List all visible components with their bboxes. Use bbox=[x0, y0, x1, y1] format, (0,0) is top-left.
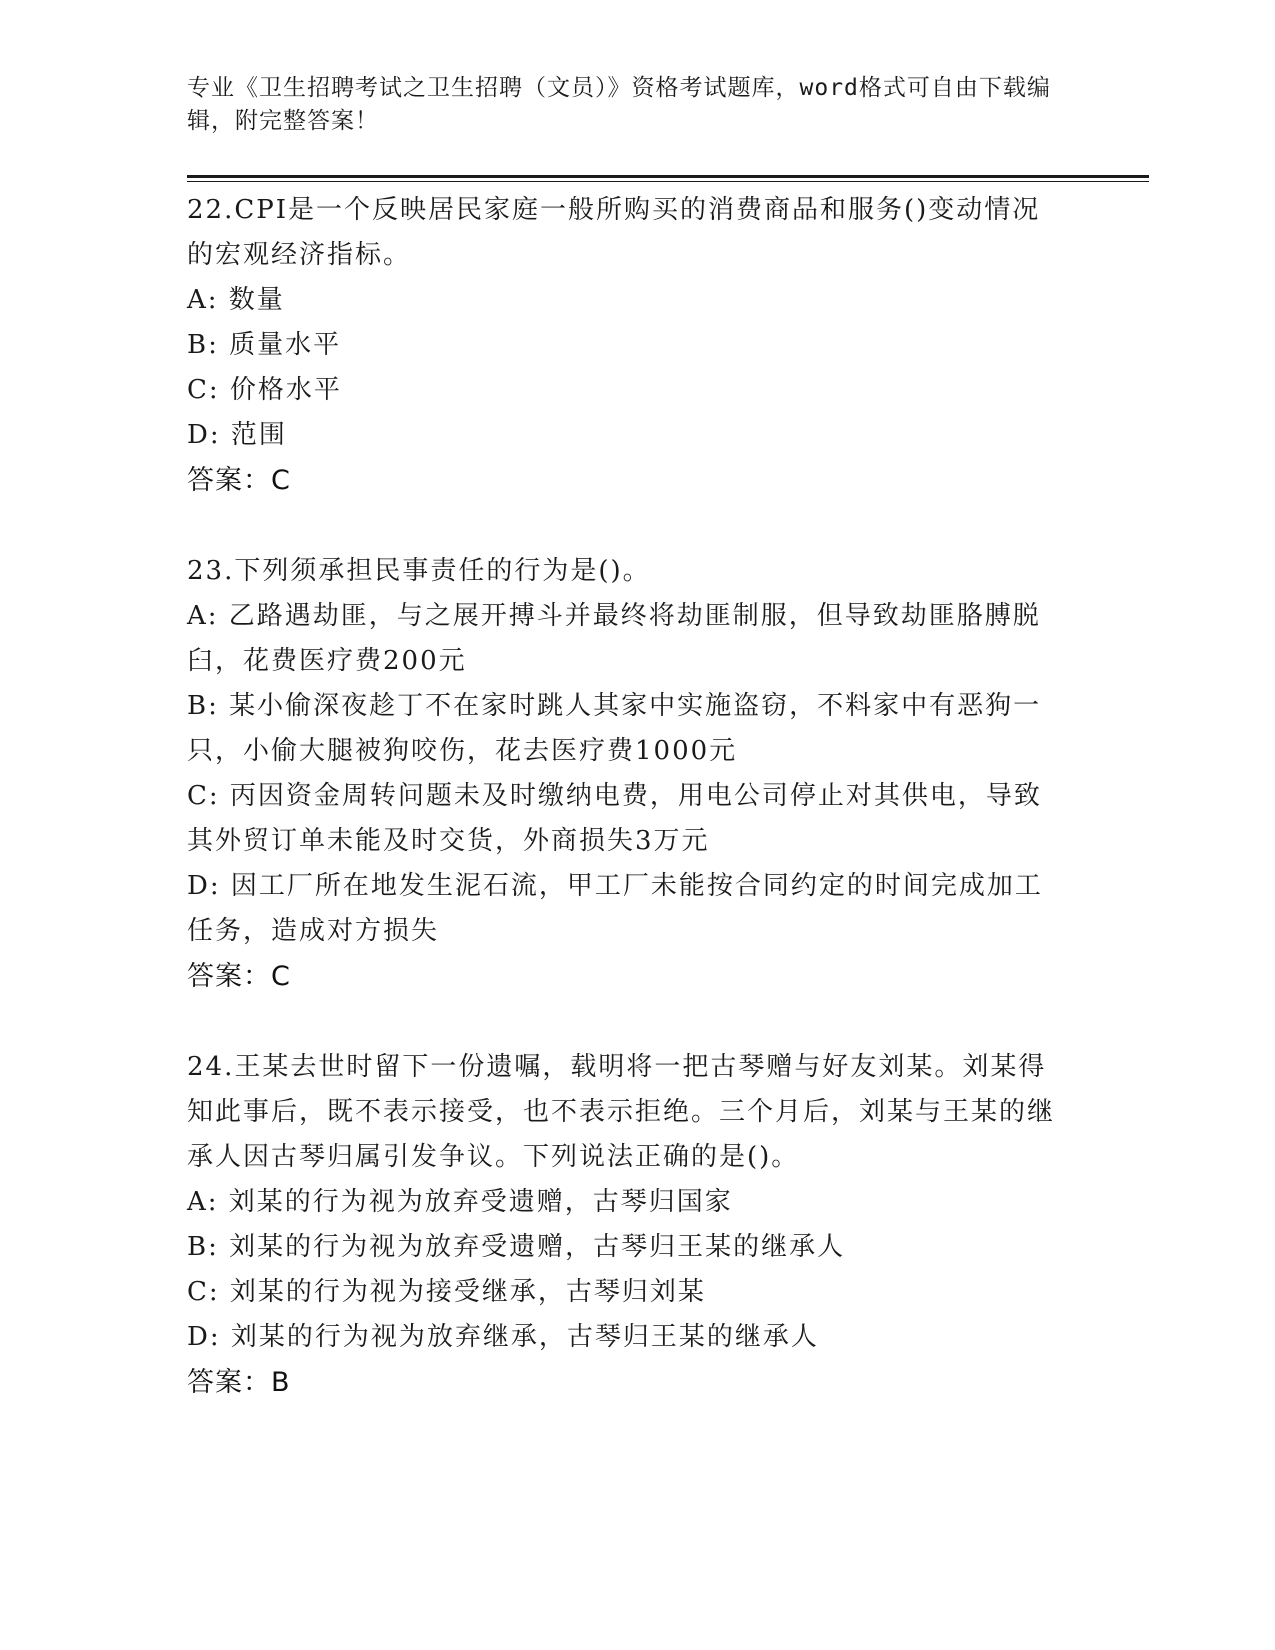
option-b: B: 刘某的行为视为放弃受遗赠，古琴归王某的继承人 bbox=[187, 1232, 846, 1262]
option-b: B: 质量水平 bbox=[187, 330, 342, 360]
question-22 bbox=[187, 188, 1067, 503]
option-a: A: 刘某的行为视为放弃受遗赠，古琴归国家 bbox=[187, 1187, 733, 1217]
document-header: 专业《卫生招聘考试之卫生招聘（文员）》资格考试题库，word格式可自由下载编辑，附完整答案！ bbox=[187, 75, 1051, 134]
question-list bbox=[187, 188, 1067, 1451]
question-stem: 22.CPI是一个反映居民家庭一般所购买的消费商品和服务()变动情况的宏观经济指标。 bbox=[187, 195, 1041, 270]
answer-line: 答案：C bbox=[187, 961, 291, 992]
question-stem: 23.下列须承担民事责任的行为是()。 bbox=[187, 556, 651, 586]
answer-line: 答案：C bbox=[187, 465, 291, 496]
option-c: C: 价格水平 bbox=[187, 375, 342, 405]
option-d: D: 刘某的行为视为放弃继承，古琴归王某的继承人 bbox=[187, 1322, 819, 1352]
option-a: A: 数量 bbox=[187, 285, 285, 315]
header-divider-thin bbox=[187, 181, 1149, 182]
option-c: C: 丙因资金周转问题未及时缴纳电费，用电公司停止对其供电，导致其外贸订单未能及时交货，外商损失3万元 bbox=[187, 781, 1042, 856]
question-24 bbox=[187, 1045, 1067, 1405]
option-a: A: 乙路遇劫匪，与之展开搏斗并最终将劫匪制服，但导致劫匪胳膊脱臼，花费医疗费200元 bbox=[187, 601, 1041, 676]
answer-line: 答案：B bbox=[187, 1367, 291, 1398]
option-c: C: 刘某的行为视为接受继承，古琴归刘某 bbox=[187, 1277, 706, 1307]
question-stem: 24.王某去世时留下一份遗嘱，载明将一把古琴赠与好友刘某。刘某得知此事后，既不表示接受，也不表示拒绝。三个月后，刘某与王某的继承人因古琴归属引发争议。下列说法正确的是()。 bbox=[187, 1052, 1056, 1172]
question-23 bbox=[187, 549, 1067, 999]
option-b: B: 某小偷深夜趁丁不在家时跳人其家中实施盗窃，不料家中有恶狗一只，小偷大腿被狗咬伤，花去医疗费1000元 bbox=[187, 691, 1042, 766]
option-d: D: 范围 bbox=[187, 420, 287, 450]
option-d: D: 因工厂所在地发生泥石流，甲工厂未能按合同约定的时间完成加工任务，造成对方损失 bbox=[187, 871, 1043, 946]
header-divider-thick bbox=[187, 175, 1149, 178]
